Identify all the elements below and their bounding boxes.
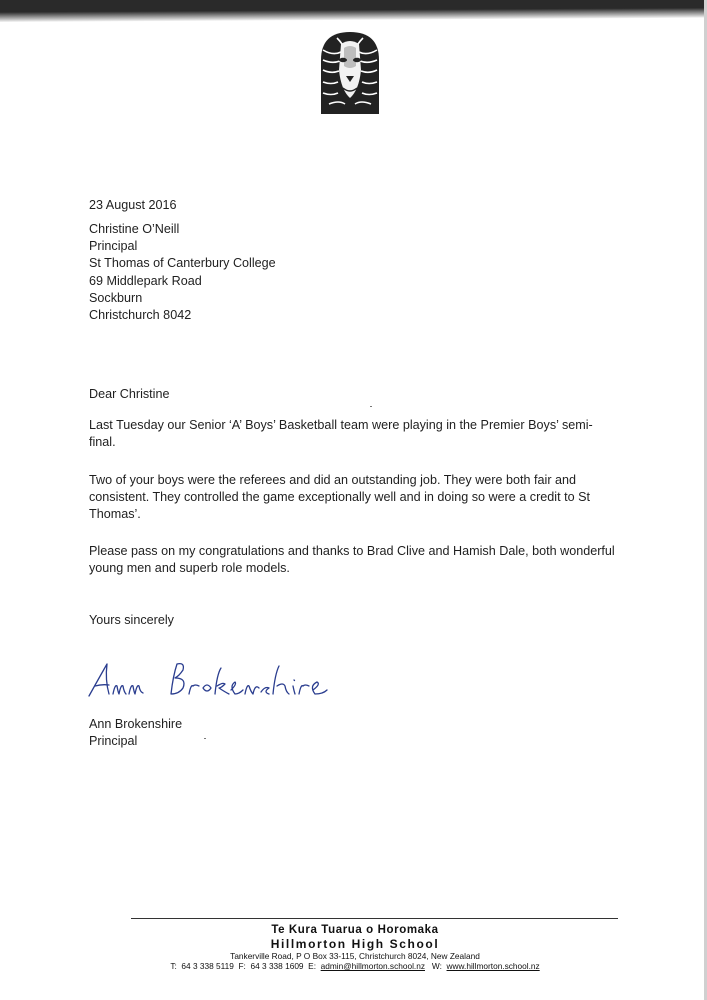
web-label: W: [431, 961, 442, 971]
recipient-suburb: Sockburn [89, 290, 143, 305]
recipient-organisation: St Thomas of Canterbury College [89, 256, 276, 271]
recipient-street: 69 Middlepark Road [89, 273, 202, 288]
web-link[interactable]: www.hillmorton.school.nz [446, 961, 540, 971]
letterhead-footer [120, 924, 590, 972]
recipient-name: Christine O’Neill [89, 222, 180, 236]
email-label: E: [308, 961, 317, 971]
phone-number: 64 3 338 5119 [181, 961, 234, 971]
paragraph-2: Two of your boys were the referees and did an outstanding job. They were both fair and consistent. They controlled the game exceptionally well and in doing so were a credit to St Thomas’. [89, 473, 591, 522]
school-tiger-logo [319, 30, 381, 114]
scan-speck [370, 406, 372, 407]
fax-number: 64 3 338 1609 [250, 961, 304, 971]
signer-name: Ann Brokenshire [89, 717, 183, 731]
signer-block [89, 716, 182, 750]
handwritten-signature [85, 656, 335, 706]
paragraph-1: Last Tuesday our Senior ‘A’ Boys’ Basketball team were playing in the Premier Boys’ semi-final. [89, 418, 593, 450]
recipient-address [89, 221, 276, 324]
school-name: Hillmorton High School [270, 937, 440, 951]
letter-date: 23 August 2016 [89, 198, 177, 212]
recipient-city: Christchurch 8042 [89, 308, 192, 323]
closing: Yours sincerely [89, 613, 174, 627]
school-maori-name: Te Kura Tuarua o Horomaka [271, 924, 439, 936]
scan-speck [204, 738, 206, 739]
school-contact-line [120, 961, 590, 972]
phone-label: T: [170, 961, 177, 971]
footer-divider [131, 918, 618, 919]
paragraph-3: Please pass on my congratulations and thanks to Brad Clive and Hamish Dale, both wonderful young men and superb role models. [89, 544, 615, 576]
signer-title: Principal [89, 734, 138, 749]
email-link[interactable]: admin@hillmorton.school.nz [320, 961, 425, 971]
salutation: Dear Christine [89, 387, 170, 401]
recipient-title: Principal [89, 239, 138, 254]
fax-label: F: [238, 961, 246, 971]
school-address: Tankerville Road, P O Box 33-115, Christchurch 8024, New Zealand [230, 951, 480, 961]
